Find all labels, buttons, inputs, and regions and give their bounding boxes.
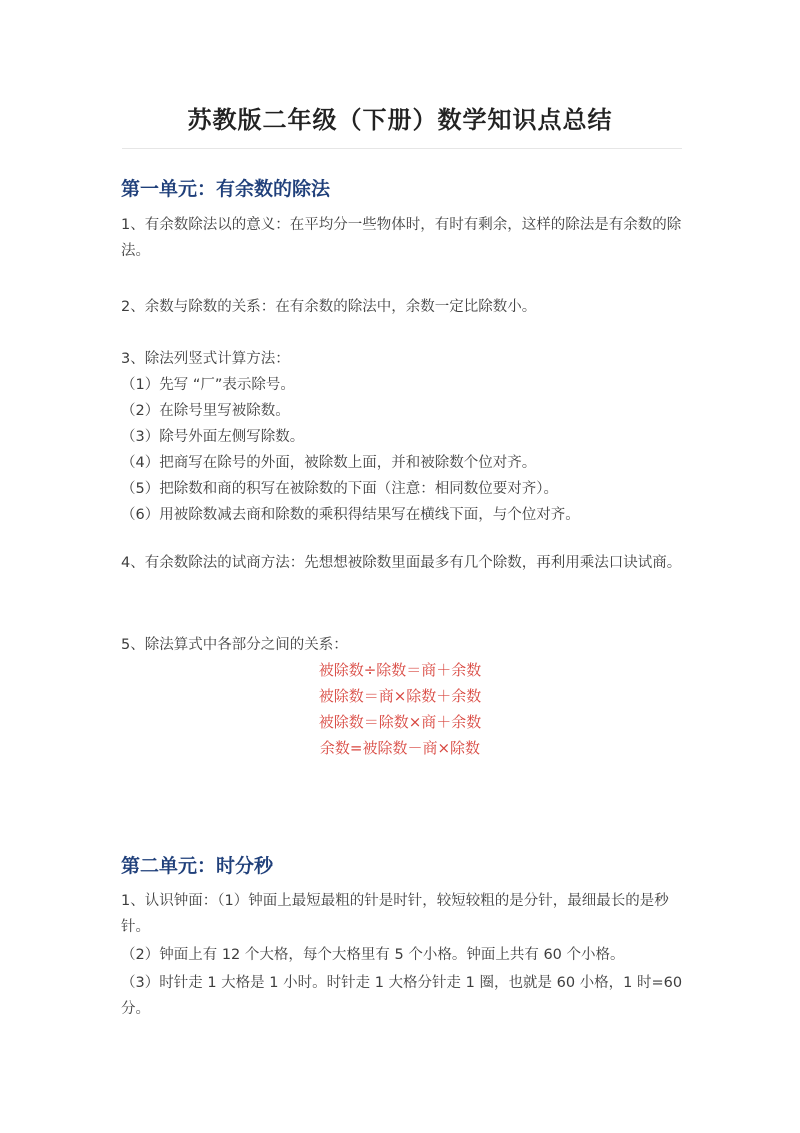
unit1-point5-title: 5、除法算式中各部分之间的关系： [121, 637, 348, 653]
formula-item-4: 余数=被除数－商×除数 [319, 739, 481, 757]
formula-list [300, 657, 500, 761]
unit2-heading: 第二单元：时分秒 [121, 855, 274, 877]
unit1-point4: 4、有余数除法的试商方法：先想想被除数里面最多有几个除数，再利用乘法口诀试商。 [121, 555, 682, 571]
formula-item-1: 被除数÷除数＝商＋余数 [318, 661, 482, 679]
unit1-point1: 1、有余数除法以的意义：在平均分一些物体时，有时有剩余，这样的除法是有余数的除法。 [121, 217, 682, 259]
unit1-heading: 第一单元：有余数的除法 [121, 178, 331, 200]
unit2-point3: （3）时针走 1 大格是 1 小时。时针走 1 大格分针走 1 圈，也就是 60 小格，1 时=60 分。 [121, 975, 683, 1017]
unit1-point3-title: 3、除法列竖式计算方法： [121, 351, 290, 367]
title-divider [122, 148, 682, 149]
unit2-point1: 1、认识钟面：（1）钟面上最短最粗的针是时针，较短较粗的是分针，最细最长的是秒针。 [121, 893, 669, 935]
step-item-5: （5）把除数和商的积写在被除数的下面（注意：相同数位要对齐）。 [121, 481, 558, 497]
step-item-6: （6）用被除数减去商和除数的乘积得结果写在横线下面，与个位对齐。 [121, 507, 580, 523]
step-item-2: （2）在除号里写被除数。 [121, 403, 290, 419]
step-item-3: （3）除号外面左侧写除数。 [121, 429, 305, 445]
unit1-point2: 2、余数与除数的关系：在有余数的除法中，余数一定比除数小。 [121, 299, 537, 315]
formula-item-2: 被除数＝商×除数＋余数 [318, 687, 482, 705]
unit2-point2: （2）钟面上有 12 个大格，每个大格里有 5 个小格。钟面上共有 60 个小格。 [121, 947, 625, 963]
formula-item-3: 被除数＝除数×商＋余数 [318, 713, 482, 731]
step-item-4: （4）把商写在除号的外面，被除数上面，并和被除数个位对齐。 [121, 455, 537, 471]
step-item-1: （1）先写 “厂”表示除号。 [121, 377, 295, 393]
unit1-point3-steps [121, 372, 687, 528]
document-title: 苏教版二年级（下册）数学知识点总结 [187, 105, 613, 134]
